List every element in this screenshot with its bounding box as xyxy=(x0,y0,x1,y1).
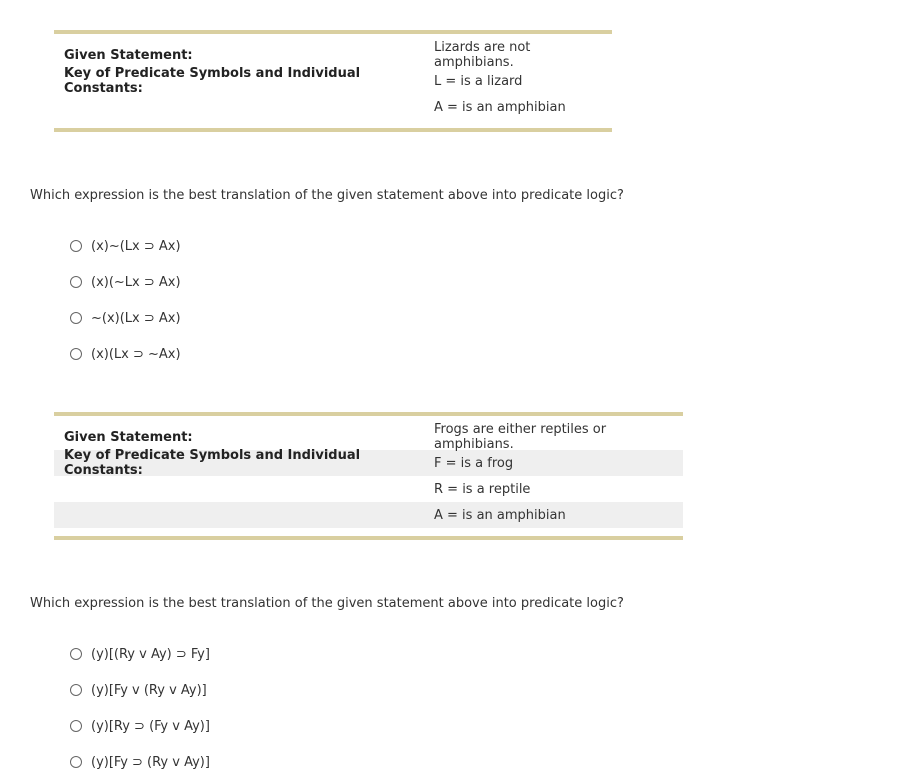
q2-option-3-label[interactable]: (y)[Ry ⊃ (Fy v Ay)] xyxy=(91,718,210,734)
q2-key-label: Key of Predicate Symbols and Individual Constants: xyxy=(64,448,361,478)
q2-key-row-1 xyxy=(54,450,683,476)
q1-option-4-label[interactable]: (x)(Lx ⊃ ~Ax) xyxy=(91,346,181,362)
q1-key-2: A = is an amphibian xyxy=(434,99,566,115)
q1-question-text: Which expression is the best translation of the given statement above into predicate logic? xyxy=(30,188,624,203)
q1-key-1: L = is a lizard xyxy=(434,73,523,89)
radio-button[interactable] xyxy=(70,756,82,768)
q1-info-table xyxy=(54,30,612,132)
q2-option-1[interactable] xyxy=(70,636,210,672)
q2-key-2: R = is a reptile xyxy=(434,481,531,497)
radio-button[interactable] xyxy=(70,684,82,696)
q1-given-value: Lizards are not amphibians. xyxy=(434,40,531,70)
q2-key-3: A = is an amphibian xyxy=(434,507,566,523)
q2-option-4-label[interactable]: (y)[Fy ⊃ (Ry v Ay)] xyxy=(91,754,210,770)
q1-option-1[interactable] xyxy=(70,228,181,264)
q2-info-table xyxy=(54,412,683,540)
q2-given-value: Frogs are either reptiles or amphibians. xyxy=(434,422,607,452)
radio-button[interactable] xyxy=(70,312,82,324)
q2-given-row xyxy=(54,424,683,450)
q1-option-4[interactable] xyxy=(70,336,181,372)
q2-key-1: F = is a frog xyxy=(434,455,514,471)
q1-option-2-label[interactable]: (x)(~Lx ⊃ Ax) xyxy=(91,274,181,290)
radio-button[interactable] xyxy=(70,240,82,252)
q1-options xyxy=(70,228,181,372)
q2-option-2[interactable] xyxy=(70,672,210,708)
q2-option-1-label[interactable]: (y)[(Ry v Ay) ⊃ Fy] xyxy=(91,646,210,662)
q2-question-text: Which expression is the best translation of the given statement above into predicate logic? xyxy=(30,596,624,611)
radio-button[interactable] xyxy=(70,648,82,660)
q1-option-2[interactable] xyxy=(70,264,181,300)
q2-key-row-2 xyxy=(54,476,683,502)
q2-option-3[interactable] xyxy=(70,708,210,744)
q2-options xyxy=(70,636,210,780)
radio-button[interactable] xyxy=(70,348,82,360)
q1-option-3-label[interactable]: ~(x)(Lx ⊃ Ax) xyxy=(91,310,181,326)
q2-given-label: Given Statement: xyxy=(64,429,193,445)
q1-given-row xyxy=(54,42,612,68)
q2-option-2-label[interactable]: (y)[Fy v (Ry v Ay)] xyxy=(91,682,207,698)
q1-given-label: Given Statement: xyxy=(64,47,193,63)
q1-key-row-1 xyxy=(54,68,612,94)
q1-key-label: Key of Predicate Symbols and Individual Constants: xyxy=(64,66,361,96)
q1-key-row-2 xyxy=(54,94,612,120)
radio-button[interactable] xyxy=(70,276,82,288)
q2-option-4[interactable] xyxy=(70,744,210,780)
q1-option-1-label[interactable]: (x)~(Lx ⊃ Ax) xyxy=(91,238,181,254)
q1-option-3[interactable] xyxy=(70,300,181,336)
q2-key-row-3 xyxy=(54,502,683,528)
radio-button[interactable] xyxy=(70,720,82,732)
